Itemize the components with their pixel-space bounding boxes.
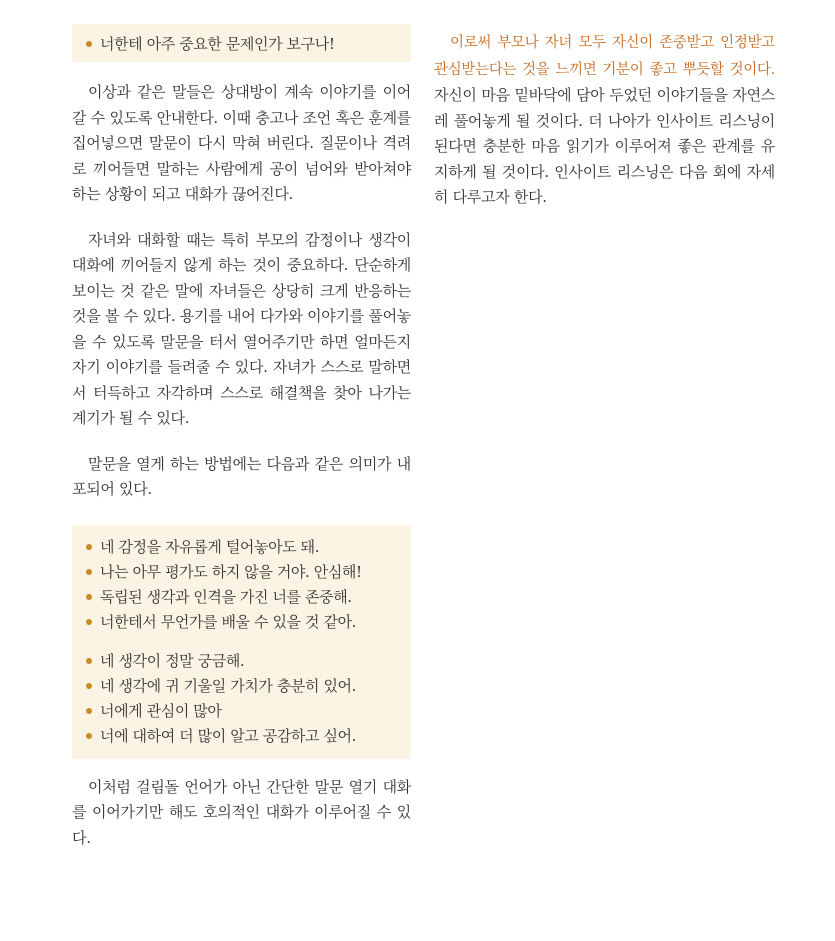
bullet-icon [86,683,92,689]
bullet-icon [86,733,92,739]
bullet-item [84,674,399,699]
bullet-item [84,32,399,57]
bullet-text: 독립된 생각과 인격을 가진 너를 존중해. [100,587,352,606]
bullet-item [84,699,399,724]
bullet-icon [86,619,92,625]
bullet-icon [86,569,92,575]
highlighted-sentence: 이로써 부모나 자녀 모두 자신이 존중받고 인정받고 관심받는다는 것을 느끼면 기분이 좋고 뿌듯할 것이다. [434,35,775,78]
bullet-item [84,585,399,610]
right-column [434,0,775,211]
bullet-text: 나는 아무 평가도 하지 않을 거야. 안심해! [100,562,362,581]
bullet-item [84,535,399,560]
paragraph-body: 자신이 마음 밑바닥에 담아 두었던 이야기들을 자연스레 풀어놓게 될 것이다. 더 나아가 인사이트 리스닝이 된다면 충분한 마음 읽기가 이루어져 좋은 관계를 유지하게 될 것이다. 인사이트 리스닝은 다음 회에 자세히 다루고자 한다. [434,86,775,206]
list-gap [84,635,399,649]
paragraph: 자녀와 대화할 때는 특히 부모의 감정이나 생각이 대화에 끼어들지 않게 하는 것이 중요하다. 단순하게 보이는 것 같은 말에 자녀들은 상당히 크게 반응하는 것을 볼 수 있다. 용기를 내어 다가와 이야기를 풀어놓을 수 있도록 말문을 터서 열어주기만 하면 얼마든지 자기 이야기를 들려줄 수 있다. 자녀가 스스로 말하면서 터득하고 자각하며 스스로 해결책을 찾아 나가는 계기가 될 수 있다. [72,230,411,427]
bullet-icon [86,544,92,550]
bullet-icon [86,594,92,600]
bullet-icon [86,41,92,47]
bullet-item [84,724,399,749]
meaning-list-box [72,525,411,759]
left-column [72,0,411,851]
bullet-icon [86,708,92,714]
bullet-text: 너에 대하여 더 많이 알고 공감하고 싶어. [100,726,357,745]
paragraph [434,30,775,211]
paragraph: 말문을 열게 하는 방법에는 다음과 같은 의미가 내포되어 있다. [72,454,411,498]
bullet-text: 네 생각에 귀 기울일 가치가 충분히 있어. [100,676,357,695]
bullet-item [84,610,399,635]
bullet-item [84,649,399,674]
bullet-text: 너한테서 무언가를 배울 수 있을 것 같아. [100,612,357,631]
bullet-icon [86,658,92,664]
paragraph: 이상과 같은 말들은 상대방이 계속 이야기를 이어갈 수 있도록 안내한다. 이때 충고나 조언 혹은 훈계를 집어넣으면 말문이 다시 막혀 버린다. 질문이나 격려로 끼어들면 말하는 사람에게 공이 넘어와 받아쳐야 하는 상황이 되고 대화가 끊어진다. [72,83,411,203]
quote-box [72,24,411,62]
bullet-text: 네 생각이 정말 궁금해. [100,651,245,670]
paragraph: 이처럼 걸림돌 언어가 아닌 간단한 말문 열기 대화를 이어가기만 해도 호의적인 대화가 이루어질 수 있다. [72,777,411,847]
bullet-item [84,560,399,585]
bullet-text: 네 감정을 자유롭게 털어놓아도 돼. [100,537,320,556]
bullet-text: 너한테 아주 중요한 문제인가 보구나! [100,35,335,53]
bullet-text: 너에게 관심이 많아 [100,701,222,720]
